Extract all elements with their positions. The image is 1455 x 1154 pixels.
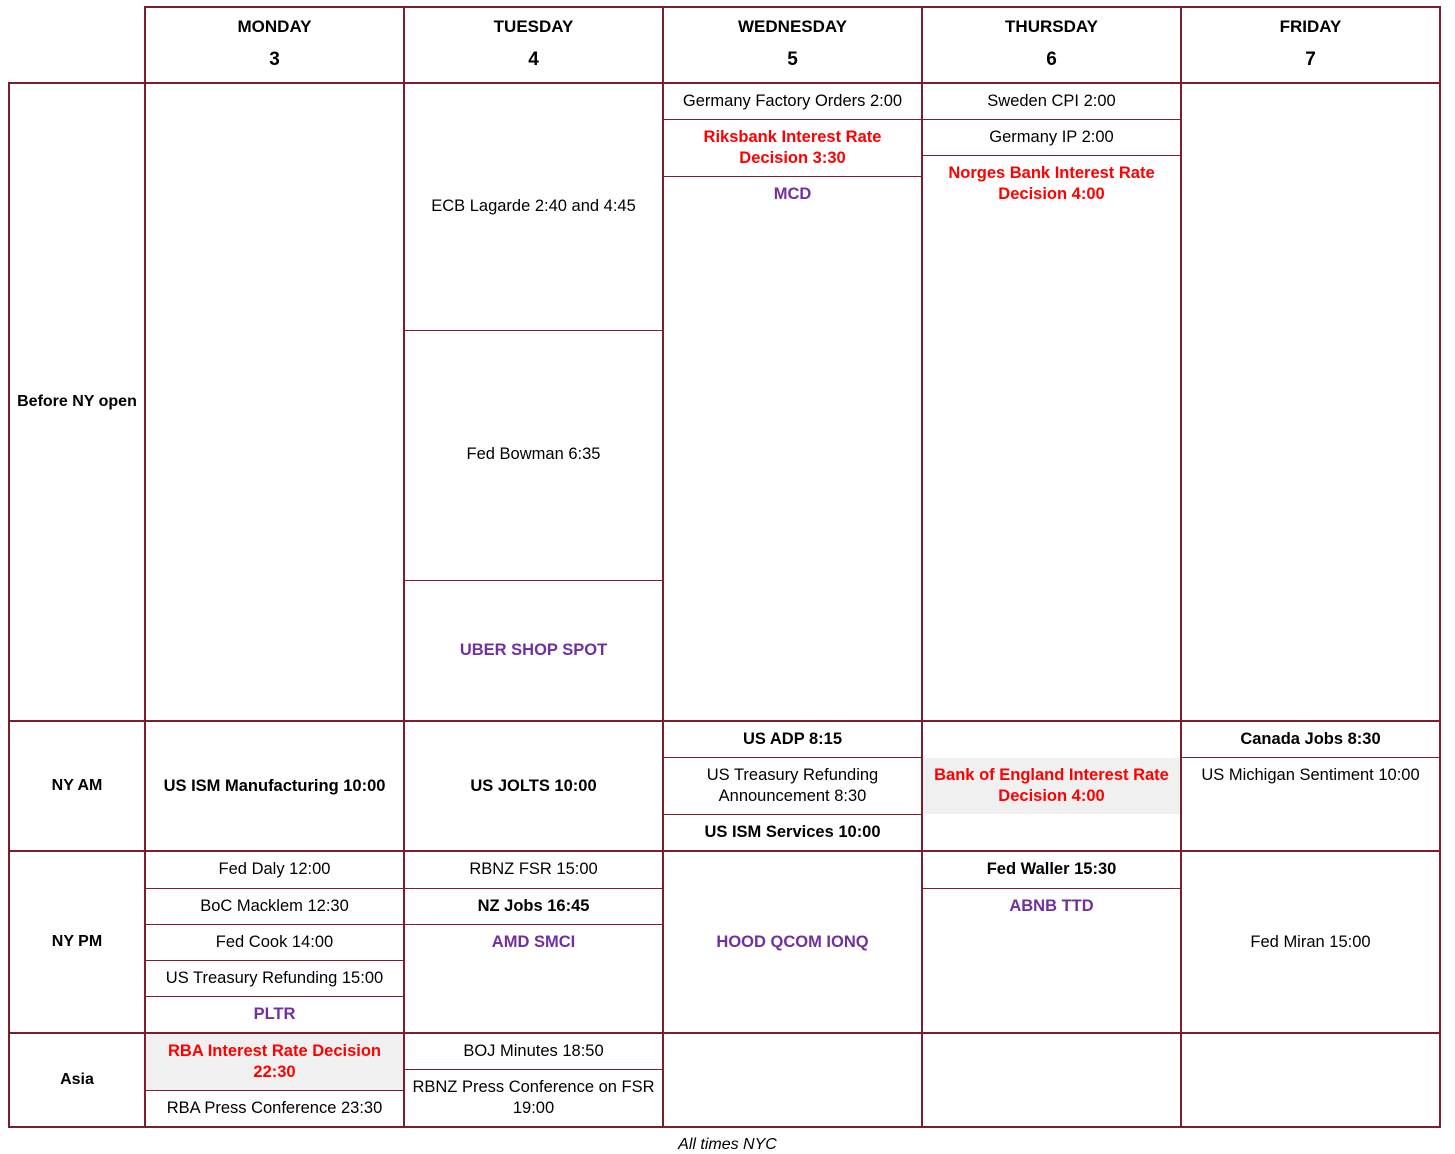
header-day-monday bbox=[145, 7, 404, 83]
event-item: Riksbank Interest Rate Decision 3:30 bbox=[664, 120, 921, 177]
event-item: US ADP 8:15 bbox=[742, 730, 843, 748]
event-item: RBNZ Press Conference on FSR 19:00 bbox=[405, 1070, 662, 1127]
event-item: US ISM Services 10:00 bbox=[664, 815, 921, 851]
event-row bbox=[146, 1034, 403, 1091]
event-row bbox=[146, 924, 403, 960]
day-cell bbox=[1181, 1033, 1440, 1127]
event-list bbox=[146, 769, 403, 804]
header-row bbox=[9, 7, 1440, 83]
day-cell bbox=[1181, 851, 1440, 1033]
event-item: Fed Miran 15:00 bbox=[1250, 932, 1371, 951]
header-day-thursday bbox=[922, 7, 1181, 83]
event-item: US JOLTS 10:00 bbox=[470, 776, 597, 795]
event-row bbox=[664, 120, 921, 177]
event-row bbox=[405, 1034, 662, 1070]
day-number-thursday: 6 bbox=[1046, 48, 1057, 70]
event-item: Canada Jobs 8:30 bbox=[1240, 730, 1381, 748]
event-item: RBA Interest Rate Decision 22:30 bbox=[146, 1034, 403, 1091]
event-row bbox=[146, 960, 403, 996]
event-item: RBA Press Conference 23:30 bbox=[146, 1091, 403, 1127]
event-item: BOJ Minutes 18:50 bbox=[463, 1041, 604, 1060]
day-name-monday: MONDAY bbox=[237, 17, 312, 36]
event-item: US Michigan Sentiment 10:00 bbox=[1182, 758, 1439, 794]
event-item: HOOD QCOM IONQ bbox=[716, 932, 869, 951]
calendar-header bbox=[9, 7, 1440, 83]
day-cell bbox=[922, 851, 1181, 1033]
event-row bbox=[923, 758, 1180, 814]
event-row bbox=[923, 852, 1180, 888]
day-name-friday: FRIDAY bbox=[1279, 17, 1342, 36]
event-list bbox=[405, 852, 662, 959]
day-cell bbox=[145, 1033, 404, 1127]
event-row bbox=[923, 120, 1180, 156]
event-row bbox=[146, 888, 403, 924]
day-cell bbox=[404, 83, 663, 721]
event-row bbox=[146, 852, 403, 888]
day-cell bbox=[663, 83, 922, 721]
event-row bbox=[923, 156, 1180, 213]
event-item: UBER SHOP SPOT bbox=[405, 580, 662, 720]
day-cell bbox=[145, 721, 404, 851]
event-list bbox=[664, 925, 921, 960]
event-item: Fed Bowman 6:35 bbox=[405, 330, 662, 580]
footer-note: All times NYC bbox=[678, 1136, 777, 1154]
header-corner-cell bbox=[9, 7, 145, 83]
day-name-wednesday: WEDNESDAY bbox=[738, 17, 847, 36]
event-item: US Treasury Refunding 15:00 bbox=[146, 960, 403, 996]
day-cell bbox=[145, 83, 404, 721]
event-item: Fed Cook 14:00 bbox=[146, 924, 403, 960]
event-row bbox=[923, 84, 1180, 120]
day-cell bbox=[404, 721, 663, 851]
event-list bbox=[664, 722, 921, 850]
event-row bbox=[1182, 925, 1439, 960]
event-list bbox=[405, 1034, 662, 1126]
header-day-friday bbox=[1181, 7, 1440, 83]
event-list bbox=[146, 1034, 403, 1126]
event-item: Fed Daly 12:00 bbox=[218, 860, 331, 879]
event-row bbox=[664, 815, 921, 851]
day-number-wednesday: 5 bbox=[787, 48, 798, 70]
day-cell bbox=[404, 1033, 663, 1127]
calendar-row bbox=[9, 721, 1440, 851]
event-item: AMD SMCI bbox=[405, 924, 662, 960]
event-list bbox=[405, 84, 662, 720]
event-row bbox=[1182, 758, 1439, 794]
event-list bbox=[146, 852, 403, 1032]
header-day-wednesday bbox=[663, 7, 922, 83]
event-row bbox=[405, 769, 662, 804]
calendar-row bbox=[9, 83, 1440, 721]
row-label-ny-pm: NY PM bbox=[9, 851, 145, 1033]
event-list bbox=[405, 769, 662, 804]
day-number-monday: 3 bbox=[269, 48, 280, 70]
weekly-economic-calendar bbox=[0, 6, 1455, 1154]
day-cell bbox=[922, 1033, 1181, 1127]
event-row bbox=[146, 769, 403, 804]
event-item: Fed Waller 15:30 bbox=[986, 860, 1117, 879]
calendar-row bbox=[9, 1033, 1440, 1127]
event-item: Germany IP 2:00 bbox=[923, 120, 1180, 156]
event-row bbox=[664, 84, 921, 120]
event-list bbox=[1182, 925, 1439, 960]
event-item: US ISM Manufacturing 10:00 bbox=[163, 776, 386, 795]
day-cell bbox=[922, 83, 1181, 721]
calendar-row bbox=[9, 851, 1440, 1033]
event-item: MCD bbox=[664, 177, 921, 213]
calendar-table bbox=[8, 6, 1441, 1128]
event-row bbox=[405, 84, 662, 330]
event-item: Germany Factory Orders 2:00 bbox=[682, 92, 903, 110]
event-row bbox=[664, 177, 921, 213]
event-list bbox=[923, 84, 1180, 212]
event-item: Norges Bank Interest Rate Decision 4:00 bbox=[923, 156, 1180, 213]
event-item: US Treasury Refunding Announcement 8:30 bbox=[664, 758, 921, 815]
event-item: NZ Jobs 16:45 bbox=[405, 888, 662, 924]
event-row bbox=[405, 888, 662, 924]
day-cell bbox=[663, 1033, 922, 1127]
event-list bbox=[923, 758, 1180, 814]
day-name-tuesday: TUESDAY bbox=[493, 17, 574, 36]
event-list bbox=[664, 84, 921, 212]
day-number-tuesday: 4 bbox=[528, 48, 539, 70]
day-cell bbox=[663, 851, 922, 1033]
event-row bbox=[923, 888, 1180, 924]
event-row bbox=[405, 330, 662, 580]
event-item: ECB Lagarde 2:40 and 4:45 bbox=[431, 197, 636, 216]
event-row bbox=[405, 852, 662, 888]
day-cell bbox=[404, 851, 663, 1033]
event-row bbox=[664, 722, 921, 758]
event-list bbox=[1182, 722, 1439, 793]
row-label-asia: Asia bbox=[9, 1033, 145, 1127]
day-cell bbox=[145, 851, 404, 1033]
event-row bbox=[146, 996, 403, 1032]
event-item: PLTR bbox=[146, 996, 403, 1032]
event-item: BoC Macklem 12:30 bbox=[146, 888, 403, 924]
event-row bbox=[405, 1070, 662, 1127]
day-cell bbox=[1181, 83, 1440, 721]
header-day-tuesday bbox=[404, 7, 663, 83]
event-row bbox=[146, 1091, 403, 1127]
day-cell bbox=[1181, 721, 1440, 851]
row-label-before-ny-open: Before NY open bbox=[9, 83, 145, 721]
event-row bbox=[664, 925, 921, 960]
day-name-thursday: THURSDAY bbox=[1005, 17, 1098, 36]
day-cell bbox=[663, 721, 922, 851]
row-label-ny-am: NY AM bbox=[9, 721, 145, 851]
event-row bbox=[405, 580, 662, 720]
event-row bbox=[1182, 722, 1439, 758]
day-number-friday: 7 bbox=[1305, 48, 1316, 70]
event-item: RBNZ FSR 15:00 bbox=[469, 860, 598, 879]
event-item: Sweden CPI 2:00 bbox=[987, 92, 1116, 110]
event-item: Bank of England Interest Rate Decision 4:00 bbox=[923, 758, 1180, 814]
event-row bbox=[664, 758, 921, 815]
calendar-body bbox=[9, 83, 1440, 1127]
event-item: ABNB TTD bbox=[923, 888, 1180, 924]
day-cell bbox=[922, 721, 1181, 851]
event-list bbox=[923, 852, 1180, 923]
